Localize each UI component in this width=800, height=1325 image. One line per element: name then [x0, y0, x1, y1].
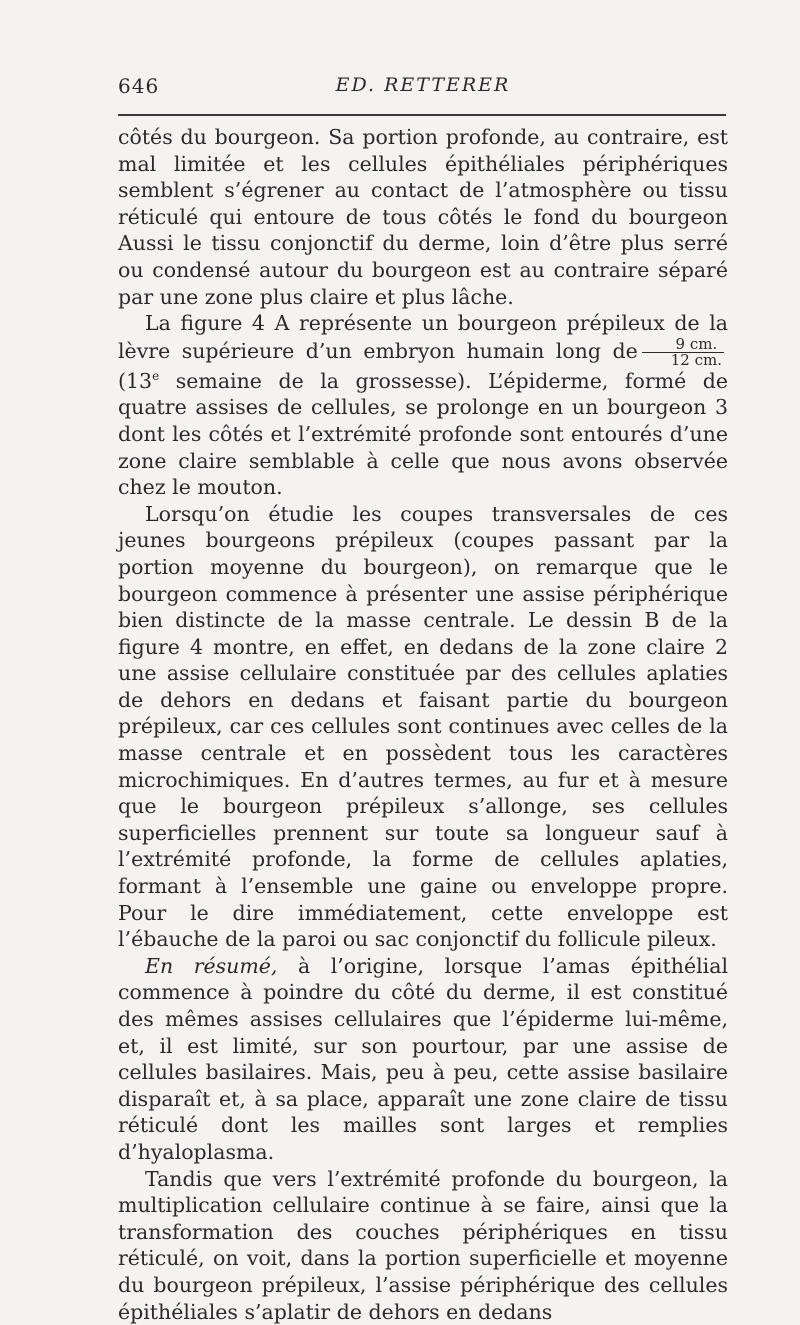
running-head: ED. RETTERER	[335, 74, 511, 96]
paragraph-3	[118, 501, 728, 953]
paragraph-4-text: à l’origine, lorsque l’amas épithélial commence à poindre du côté du derme, il est constitué des mêmes assises cellulaires que l’épiderme lui-même, et, il est limité, sur son pourtour, par une assise de cellules basilaires. Mais, peu à peu, cette assise basilaire disparaît et, à sa place, apparaît une zone claire de tissu réticulé dont les mailles sont larges et remplies d’hyaloplasma.	[118, 953, 728, 1164]
page-header	[118, 74, 728, 106]
paragraph-2-before: La figure 4 A représente un bourgeon prépileux de la lèvre supérieure d’un embryon humain long de	[118, 311, 728, 363]
paragraph-1-text: côtés du bourgeon. Sa portion profonde, au contraire, est mal limitée et les cellules épithéliales périphériques semblent s’égrener au contact de l’atmosphère ou tissu réticulé qui entoure de tous côtés le fond du bourgeon Aussi le tissu conjonctif du derme, loin d’être plus serré ou condensé autour du bourgeon est au contraire séparé par une zone plus claire et plus lâche.	[118, 125, 728, 309]
paragraph-5-text: Tandis que vers l’extrémité profonde du bourgeon, la multiplication cellulaire continue à se faire, ainsi que la transformation des couches périphériques en tissu réticulé, on voit, dans la portion superficielle et moyenne du bourgeon prépileux, l’assise périphérique des cellules épithéliales s’aplatir de dehors en dedans	[118, 1166, 728, 1324]
fraction-numerator: 9 cm.	[642, 337, 724, 353]
page-number: 646	[118, 74, 160, 98]
body-text	[118, 124, 728, 1325]
paragraph-2	[118, 310, 728, 501]
header-rule	[118, 114, 726, 116]
paragraph-1	[118, 124, 728, 310]
paragraph-4	[118, 953, 728, 1166]
fraction-denominator: 12 cm.	[670, 350, 722, 369]
paragraph-5	[118, 1166, 728, 1325]
paragraph-2-after: semaine de la grossesse). L’épiderme, formé de quatre assises de cellules, se prolonge en un bourgeon 3 dont les côtés et l’extrémité profonde sont entourés d’une zone claire semblable à celle que nous avons observée chez le mouton.	[118, 368, 728, 500]
paragraph-4-lead: En résumé,	[145, 953, 278, 978]
fraction	[642, 334, 724, 369]
paragraph-2-mid: (13	[118, 368, 153, 393]
superscript: e	[152, 368, 160, 383]
paragraph-3-text: Lorsqu’on étudie les coupes transversales de ces jeunes bourgeons prépileux (coupes passant par la portion moyenne du bourgeon), on remarque que le bourgeon commence à présenter une assise périphérique bien distincte de la masse centrale. Le dessin B de la figure 4 montre, en effet, en dedans de la zone claire 2 une assise cellulaire constituée par des cellules aplaties de dehors en dedans et faisant partie du bourgeon prépileux, car ces cellules sont continues avec celles de la masse centrale et en possèdent tous les caractères microchimiques. En d’autres termes, au fur et à mesure que le bourgeon prépileux s’allonge, ses cellules superficielles prennent sur toute sa longueur sauf à l’extrémité profonde, la forme de cellules aplaties, formant à l’ensemble une gaine ou enveloppe propre. Pour le dire immédiatement, cette enveloppe est l’ébauche de la paroi ou sac conjonctif du follicule pileux.	[118, 501, 728, 952]
